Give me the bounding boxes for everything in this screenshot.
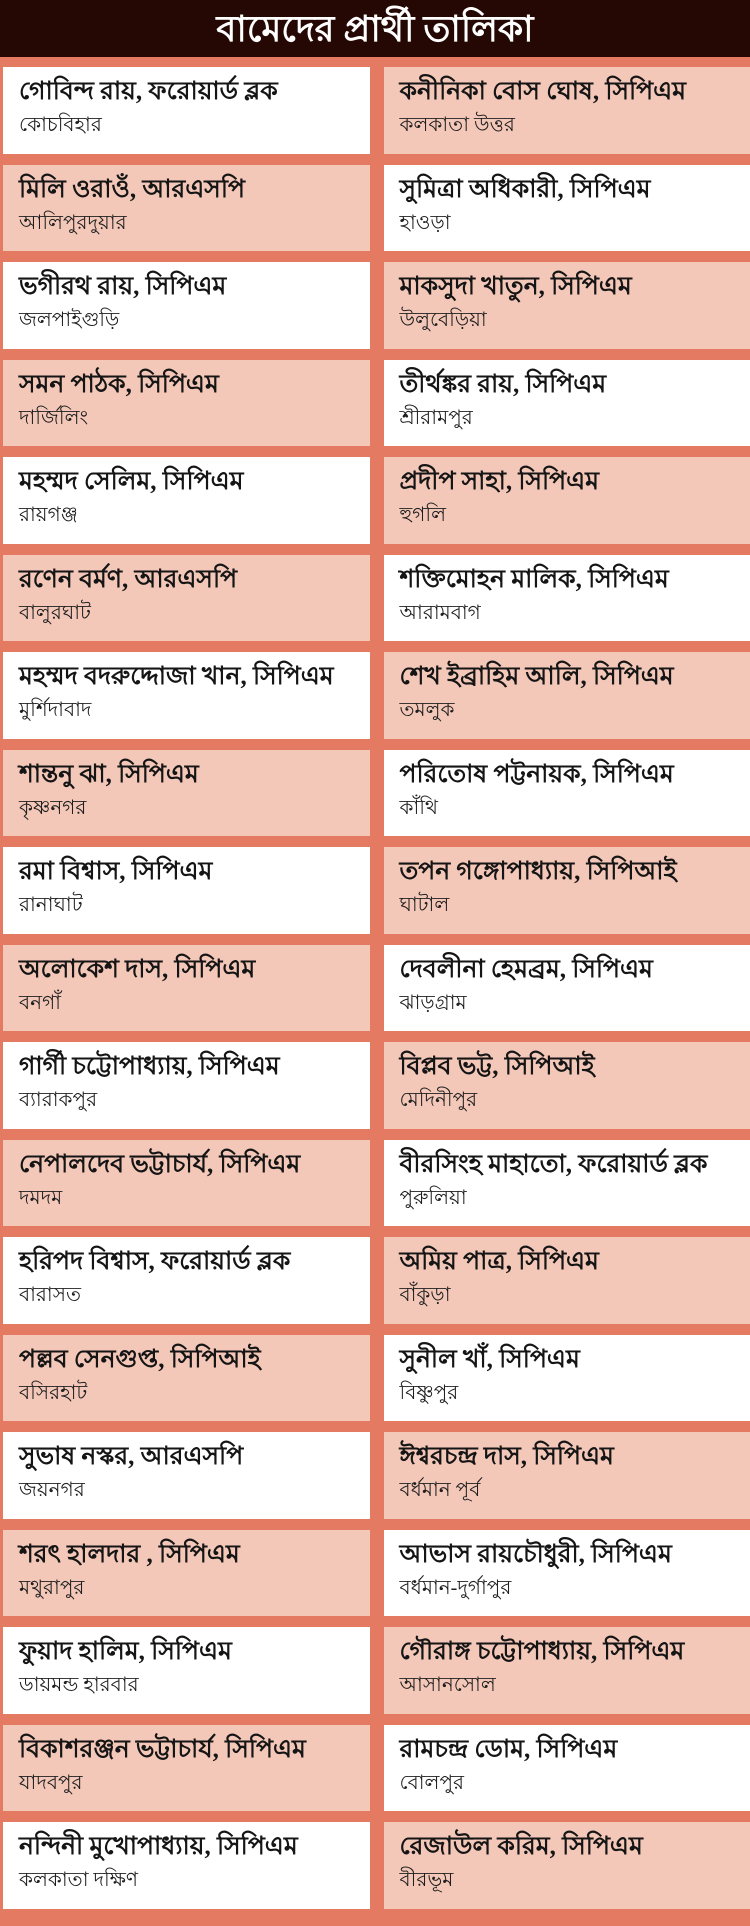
candidate-constituency: কৃষ্ণনগর — [19, 796, 87, 819]
candidate-constituency: ডায়মন্ড হারবার — [19, 1674, 139, 1697]
candidate-name: ভগীরথ রায়, সিপিএম — [19, 273, 227, 300]
candidate-cell — [384, 457, 750, 544]
candidate-constituency: ঝাড়গ্রাম — [399, 991, 467, 1014]
candidate-constituency: বর্ধমান-দুর্গাপুর — [399, 1576, 512, 1599]
candidate-cell — [3, 847, 370, 934]
candidate-cell — [3, 1432, 370, 1519]
candidate-name: মিলি ওরাওঁ, আরএসপি — [19, 175, 245, 203]
title-bar — [0, 0, 750, 57]
candidate-name: পল্লব সেনগুপ্ত, সিপিআই — [19, 1345, 261, 1373]
candidate-name: বিপ্লব ভট্ট, সিপিআই — [399, 1053, 595, 1080]
candidate-cell — [384, 1140, 750, 1227]
candidate-cell — [384, 1822, 750, 1909]
candidate-name: গোবিন্দ রায়, ফরোয়ার্ড ব্লক — [19, 78, 278, 105]
candidate-cell — [384, 262, 750, 349]
candidate-constituency: কোচবিহার — [19, 114, 102, 137]
candidate-cell — [3, 750, 370, 837]
candidate-cell — [3, 1530, 370, 1617]
candidate-constituency: কলকাতা দক্ষিণ — [19, 1869, 139, 1892]
candidate-constituency: রায়গঞ্জ — [19, 504, 78, 527]
candidate-constituency: দমদম — [19, 1186, 63, 1209]
candidate-constituency: যাদবপুর — [19, 1771, 83, 1794]
candidate-constituency: আলিপুরদুয়ার — [19, 211, 127, 234]
candidate-grid — [0, 57, 750, 1925]
candidate-constituency: জয়নগর — [19, 1479, 85, 1502]
candidate-constituency: পুরুলিয়া — [399, 1186, 467, 1209]
candidate-name: অলোকেশ দাস, সিপিএম — [19, 955, 256, 983]
candidate-cell — [384, 1042, 750, 1129]
candidate-constituency: রানাঘাট — [19, 894, 83, 917]
candidate-constituency: হুগলি — [399, 504, 447, 527]
candidate-cell — [384, 1432, 750, 1519]
candidate-constituency: আরামবাগ — [399, 601, 481, 624]
candidate-name: সমন পাঠক, সিপিএম — [19, 370, 219, 398]
candidate-cell — [3, 652, 370, 739]
candidate-cell — [3, 67, 370, 154]
candidate-constituency: বসিরহাট — [19, 1381, 88, 1404]
candidate-constituency: আসানসোল — [399, 1674, 496, 1697]
candidate-constituency: বালুরঘাট — [19, 601, 91, 624]
candidate-name: রেজাউল করিম, সিপিএম — [399, 1833, 643, 1860]
candidate-name: মহম্মদ সেলিম, সিপিএম — [19, 468, 244, 495]
candidate-cell — [384, 1627, 750, 1714]
candidate-name: ঈশ্বরচন্দ্র দাস, সিপিএম — [399, 1443, 614, 1470]
candidate-name: অমিয় পাত্র, সিপিএম — [399, 1248, 599, 1275]
candidate-cell — [3, 457, 370, 544]
candidate-cell — [384, 67, 750, 154]
page-title: বামেদের প্রার্থী তালিকা — [216, 8, 534, 49]
candidate-name: বীরসিংহ মাহাতো, ফরোয়ার্ড ব্লক — [399, 1150, 708, 1178]
candidate-name: হরিপদ বিশ্বাস, ফরোয়ার্ড ব্লক — [19, 1248, 291, 1275]
candidate-name: গৌরাঙ্গ চট্টোপাধ্যায়, সিপিএম — [399, 1638, 685, 1665]
candidate-constituency: উলুবেড়িয়া — [399, 309, 487, 332]
candidate-constituency: কাঁথি — [399, 796, 438, 819]
candidate-name: বিকাশরঞ্জন ভট্টাচার্য, সিপিএম — [19, 1735, 306, 1763]
candidate-constituency: মথুরাপুর — [19, 1576, 85, 1599]
candidate-cell — [384, 652, 750, 739]
candidate-name: নেপালদেব ভট্টাচার্য, সিপিএম — [19, 1150, 301, 1178]
candidate-name: শান্তনু ঝা, সিপিএম — [19, 760, 199, 788]
candidate-cell — [384, 165, 750, 252]
candidate-cell — [3, 1627, 370, 1714]
candidate-cell — [3, 1822, 370, 1909]
candidate-name: কনীনিকা বোস ঘোষ, সিপিএম — [399, 78, 687, 105]
candidate-name: প্রদীপ সাহা, সিপিএম — [399, 468, 600, 495]
candidate-cell — [3, 1140, 370, 1227]
candidate-cell — [3, 555, 370, 642]
candidate-name: দেবলীনা হেমব্রম, সিপিএম — [399, 955, 653, 983]
candidate-name: রণেন বর্মণ, আরএসপি — [19, 565, 238, 593]
candidate-constituency: ব্যারাকপুর — [19, 1089, 98, 1112]
candidate-constituency: বর্ধমান পূর্ব — [399, 1479, 481, 1502]
candidate-name: ফুয়াদ হালিম, সিপিএম — [19, 1638, 232, 1665]
candidate-name: শেখ ইব্রাহিম আলি, সিপিএম — [399, 663, 674, 690]
candidate-cell — [384, 555, 750, 642]
candidate-constituency: বনগাঁ — [19, 991, 61, 1014]
candidate-cell — [3, 262, 370, 349]
candidate-constituency: হাওড়া — [399, 211, 451, 234]
candidate-name: গার্গী চট্টোপাধ্যায়, সিপিএম — [19, 1053, 280, 1080]
candidate-cell — [3, 1042, 370, 1129]
candidate-name: সুমিত্রা অধিকারী, সিপিএম — [399, 175, 651, 203]
candidate-name: সুভাষ নস্কর, আরএসপি — [19, 1443, 244, 1470]
candidate-name: মাকসুদা খাতুন, সিপিএম — [399, 273, 632, 300]
candidate-cell — [3, 1335, 370, 1422]
candidate-constituency: জলপাইগুড়ি — [19, 309, 120, 332]
candidate-name: তীর্থঙ্কর রায়, সিপিএম — [399, 370, 607, 398]
candidate-cell — [384, 847, 750, 934]
candidate-cell — [384, 945, 750, 1032]
candidate-cell — [384, 750, 750, 837]
candidate-name: শরৎ হালদার , সিপিএম — [19, 1540, 240, 1568]
candidate-cell — [3, 1725, 370, 1812]
candidate-cell — [384, 360, 750, 447]
candidate-constituency: বারাসত — [19, 1284, 81, 1307]
candidate-name: সুনীল খাঁ, সিপিএম — [399, 1345, 580, 1373]
candidate-name: নন্দিনী মুখোপাধ্যায়, সিপিএম — [19, 1833, 298, 1860]
candidate-constituency: ঘাটাল — [399, 894, 450, 917]
candidate-cell — [3, 360, 370, 447]
candidate-constituency: বোলপুর — [399, 1771, 465, 1794]
candidate-cell — [384, 1725, 750, 1812]
candidate-cell — [3, 165, 370, 252]
candidate-constituency: শ্রীরামপুর — [399, 406, 473, 429]
candidate-constituency: বিষ্ণুপুর — [399, 1381, 459, 1404]
candidate-name: মহম্মদ বদরুদ্দোজা খান, সিপিএম — [19, 663, 334, 690]
candidate-constituency: বাঁকুড়া — [399, 1284, 451, 1307]
candidate-constituency: বীরভূম — [399, 1869, 454, 1892]
candidate-name: শক্তিমোহন মালিক, সিপিএম — [399, 565, 669, 593]
candidate-name: রমা বিশ্বাস, সিপিএম — [19, 858, 213, 885]
candidate-constituency: দার্জিলিং — [19, 406, 89, 429]
candidate-cell — [3, 1237, 370, 1324]
candidate-cell — [3, 945, 370, 1032]
candidate-cell — [384, 1335, 750, 1422]
candidate-constituency: মুর্শিদাবাদ — [19, 699, 92, 722]
candidate-name: আভাস রায়চৌধুরী, সিপিএম — [399, 1540, 672, 1568]
candidate-cell — [384, 1530, 750, 1617]
candidate-constituency: কলকাতা উত্তর — [399, 114, 515, 137]
candidate-name: রামচন্দ্র ডোম, সিপিএম — [399, 1735, 618, 1763]
candidate-name: তপন গঙ্গোপাধ্যায়, সিপিআই — [399, 858, 677, 885]
candidate-constituency: মেদিনীপুর — [399, 1089, 478, 1112]
candidate-name: পরিতোষ পট্টনায়ক, সিপিএম — [399, 760, 674, 788]
candidate-constituency: তমলুক — [399, 699, 455, 722]
candidate-cell — [384, 1237, 750, 1324]
